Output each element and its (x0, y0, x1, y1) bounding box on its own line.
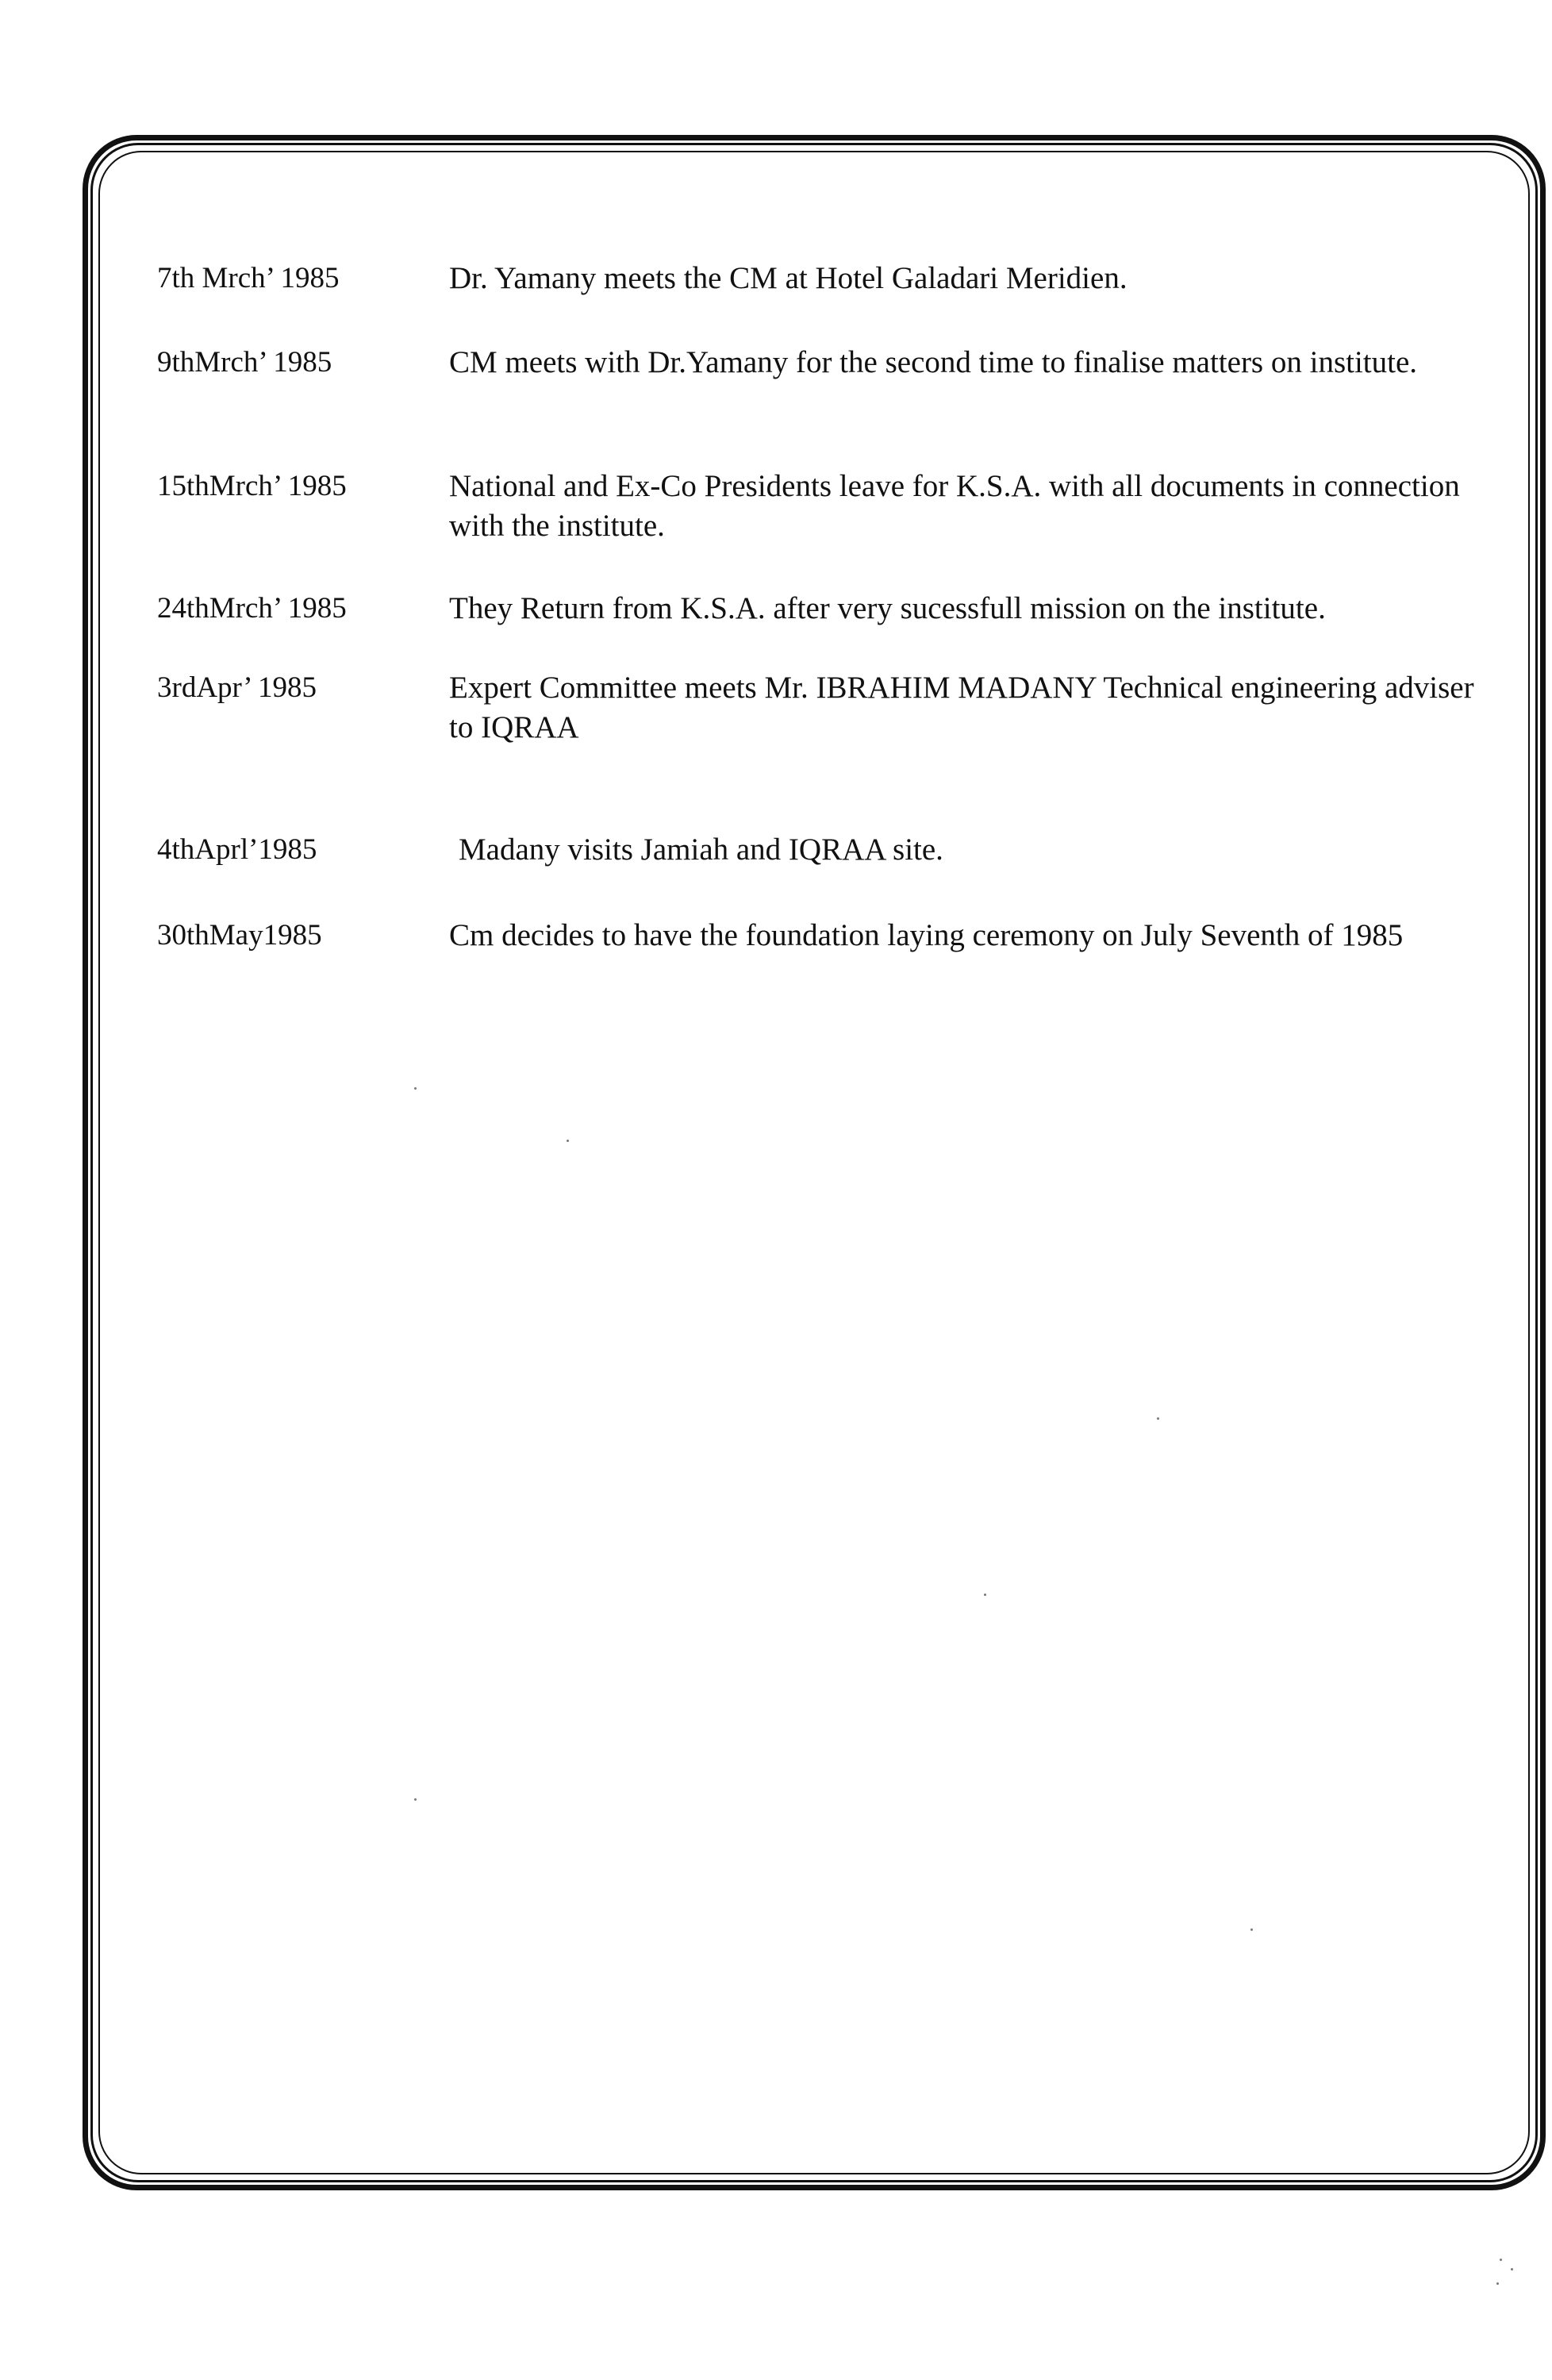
entry-date: 3rdApr’ 1985 (157, 671, 317, 704)
entry-description: Dr. Yamany meets the CM at Hotel Galadari Meridien. (449, 261, 1128, 295)
entry-date: 7th Mrch’ 1985 (157, 262, 340, 294)
entry-description: Cm decides to have the foundation laying ceremony on July Seventh of 1985 (449, 918, 1404, 952)
scan-speck (414, 1087, 417, 1090)
page-border-inner (98, 151, 1530, 2174)
entry-description: National and Ex-Co Presidents leave for K.S.A. with all documents in connection with the institute. (449, 469, 1460, 543)
scan-speck (1496, 2282, 1499, 2285)
entry-description: CM meets with Dr.Yamany for the second time to finalise matters on institute. (449, 345, 1418, 379)
scan-speck (1511, 2268, 1513, 2270)
scan-speck (1500, 2259, 1502, 2261)
entry-date: 9thMrch’ 1985 (157, 346, 332, 379)
entry-description: Expert Committee meets Mr. IBRAHIM MADANY Technical engineering adviser to IQRAA (449, 671, 1474, 744)
scan-speck (984, 1594, 986, 1596)
scan-speck (567, 1140, 569, 1142)
scan-speck (1250, 1928, 1253, 1931)
entry-description: Madany visits Jamiah and IQRAA site. (459, 832, 943, 867)
entry-date: 15thMrch’ 1985 (157, 470, 347, 502)
entry-date: 24thMrch’ 1985 (157, 592, 347, 625)
scan-speck (414, 1798, 417, 1801)
entry-date: 30thMay1985 (157, 919, 322, 952)
entry-date: 4thAprl’1985 (157, 833, 317, 866)
entry-description: They Return from K.S.A. after very sucessfull mission on the institute. (449, 591, 1326, 625)
scan-speck (1157, 1417, 1159, 1420)
